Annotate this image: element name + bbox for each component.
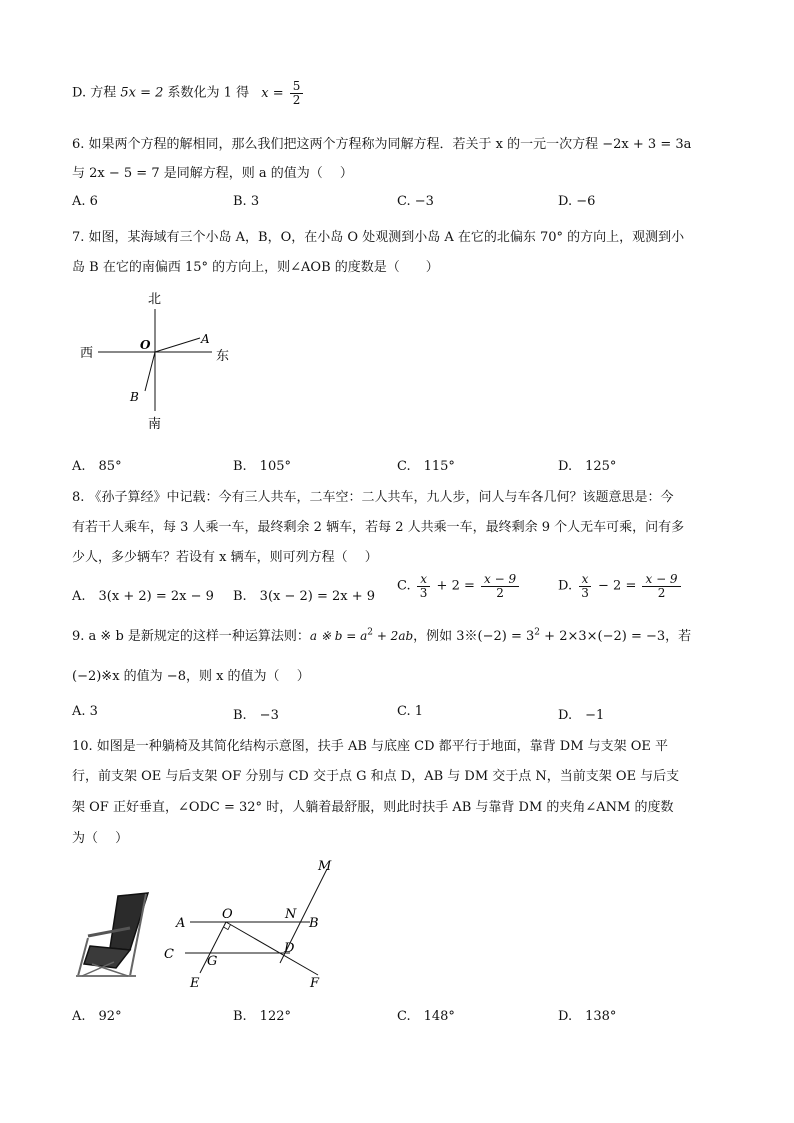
q8-optc-prefix: C. xyxy=(397,578,411,594)
q8-option-a: A. 3(x + 2) = 2x − 9 xyxy=(72,589,214,604)
q9-line1-b: a ※ b = a xyxy=(309,629,368,643)
q6-stem-line2: 与 2x − 5 = 7 是同解方程，则 a 的值为（ ） xyxy=(72,166,353,181)
q8-optd-den2: 2 xyxy=(657,585,666,600)
q8-option-c xyxy=(397,573,521,599)
q8-optc-num2: x − 9 xyxy=(481,573,519,587)
q8-optc-frac2 xyxy=(481,573,519,599)
q8-stem-line3: 少人，多少辆车？若设有 x 辆车，则可列方程（ ） xyxy=(72,550,378,565)
q9-option-c: C. 1 xyxy=(397,704,424,719)
q7-label-west: 西 xyxy=(80,346,94,361)
q7-option-c: C. 115° xyxy=(397,459,455,474)
q8-optd-prefix: D. xyxy=(558,578,573,594)
q9-sup-3: 2 xyxy=(534,627,541,638)
q10-label-o: O xyxy=(222,907,233,922)
q10-label-e: E xyxy=(190,976,200,991)
q10-option-c: C. 148° xyxy=(397,1009,455,1024)
q8-optc-frac1 xyxy=(417,573,431,599)
q8-optd-num1: x xyxy=(579,573,592,587)
q10-geometry-figure xyxy=(160,855,350,995)
q10-option-a: A. 92° xyxy=(72,1009,122,1024)
q8-optc-mid: + 2 = xyxy=(436,578,475,594)
q7-ray-ob xyxy=(145,352,155,391)
q9-option-a: A. 3 xyxy=(72,704,98,719)
q8-optd-frac2 xyxy=(642,573,680,599)
q10-label-m: M xyxy=(318,859,332,874)
q10-option-b: B. 122° xyxy=(233,1009,291,1024)
q6-stem-line1: 6. 如果两个方程的解相同，那么我们把这两个方程称为同解方程．若关于 x 的一元一次方程 −2x + 3 = 3a xyxy=(72,137,692,152)
chair-illustration xyxy=(70,888,160,983)
q9-sup-a: 2 xyxy=(367,627,373,638)
q7-label-a: A xyxy=(201,332,210,346)
q10-stem-line3: 架 OF 正好垂直，∠ODC = 32° 时，人躺着最舒服，则此时扶手 AB 与靠背 DM 的夹角∠ANM 的度数 xyxy=(72,800,674,815)
q6-option-b: B. 3 xyxy=(233,194,260,209)
q8-optd-frac1 xyxy=(578,573,592,599)
q6-option-c: C. −3 xyxy=(397,194,434,209)
q10-stem-line2: 行，前支架 OE 与后支架 OF 分别与 CD 交于点 G 和点 D，AB 与 DM 交于点 N，当前支架 OE 与后支 xyxy=(72,769,680,784)
q5-optd-numerator: 5 xyxy=(290,80,304,94)
q8-optc-num1: x xyxy=(417,573,430,587)
q9-line1-c: + 2ab xyxy=(373,629,414,643)
q5-optd-fraction xyxy=(290,80,304,106)
q10-label-a: A xyxy=(176,916,186,931)
q7-ray-oa xyxy=(155,338,200,352)
q9-line1-d: ，例如 3※(−2) = 3 xyxy=(413,629,535,644)
chair-backrest xyxy=(110,893,148,950)
q8-optd-den1: 3 xyxy=(581,585,589,600)
q10-label-f: F xyxy=(310,976,320,991)
q5-optd-mid: 系数化为 1 得 xyxy=(167,85,250,101)
q9-stem-line1 xyxy=(72,625,691,644)
q8-stem-line1: 8. 《孙子算经》中记载：今有三人共车，二车空：二人共车，九人步，问人与车各几何？该题意思是：今 xyxy=(72,490,674,505)
q7-option-a: A. 85° xyxy=(72,459,122,474)
q10-label-n: N xyxy=(285,907,297,922)
q7-option-d: D. 125° xyxy=(558,459,617,474)
q9-stem-line2: (−2)※x 的值为 −8，则 x 的值为（ ） xyxy=(72,669,310,684)
q8-optd-num2: x − 9 xyxy=(642,573,680,587)
q7-option-b: B. 105° xyxy=(233,459,291,474)
q7-label-o: O xyxy=(140,338,151,352)
q8-option-b: B. 3(x − 2) = 2x + 9 xyxy=(233,589,376,604)
q9-option-d: D. −1 xyxy=(558,708,605,723)
q9-option-b: B. −3 xyxy=(233,708,279,723)
q5-optd-denominator: 2 xyxy=(292,92,301,107)
q9-line1-e: + 2×3×(−2) = −3，若 xyxy=(540,629,692,644)
q7-stem-line1: 7. 如图，某海域有三个小岛 A，B，O，在小岛 O 处观测到小岛 A 在它的北偏东 70° 的方向上，观测到小 xyxy=(72,230,685,245)
q5-optd-prefix: D. 方程 xyxy=(72,85,117,101)
q7-label-b: B xyxy=(130,390,139,404)
q8-optd-mid: − 2 = xyxy=(598,578,637,594)
q5-optd-lhs: x = xyxy=(261,85,284,101)
q7-compass-figure xyxy=(70,285,250,435)
q10-label-g: G xyxy=(207,954,218,969)
q7-label-south: 南 xyxy=(148,417,162,432)
q8-stem-line2: 有若干人乘车，每 3 人乘一车，最终剩余 2 辆车，若每 2 人共乘一车，最终剩余 9 个人无车可乘，问有多 xyxy=(72,520,685,535)
q8-option-d xyxy=(558,573,683,599)
q10-stem-line1: 10. 如图是一种躺椅及其简化结构示意图，扶手 AB 与底座 CD 都平行于地面，靠背 DM 与支架 OE 平 xyxy=(72,739,669,754)
q8-optc-den1: 3 xyxy=(419,585,428,600)
q5-option-d xyxy=(72,80,305,106)
q7-stem-line2: 岛 B 在它的南偏西 15° 的方向上，则∠AOB 的度数是（ ） xyxy=(72,260,439,275)
q7-label-east: 东 xyxy=(216,349,230,364)
q7-label-north: 北 xyxy=(148,292,162,307)
q6-option-a: A. 6 xyxy=(72,194,98,209)
q9-line1-a: 9. a ※ b 是新规定的这样一种运算法则： xyxy=(72,629,310,644)
q10-option-d: D. 138° xyxy=(558,1009,617,1024)
line-of xyxy=(226,922,318,975)
q6-option-d: D. −6 xyxy=(558,194,596,209)
q10-label-b: B xyxy=(309,916,319,931)
q8-optc-den2: 2 xyxy=(496,585,504,600)
q5-optd-equation: 5x = 2 xyxy=(120,85,164,101)
q10-label-d: D xyxy=(284,941,295,956)
q10-stem-line4: 为（ ） xyxy=(72,831,129,846)
q10-label-c: C xyxy=(164,947,174,962)
